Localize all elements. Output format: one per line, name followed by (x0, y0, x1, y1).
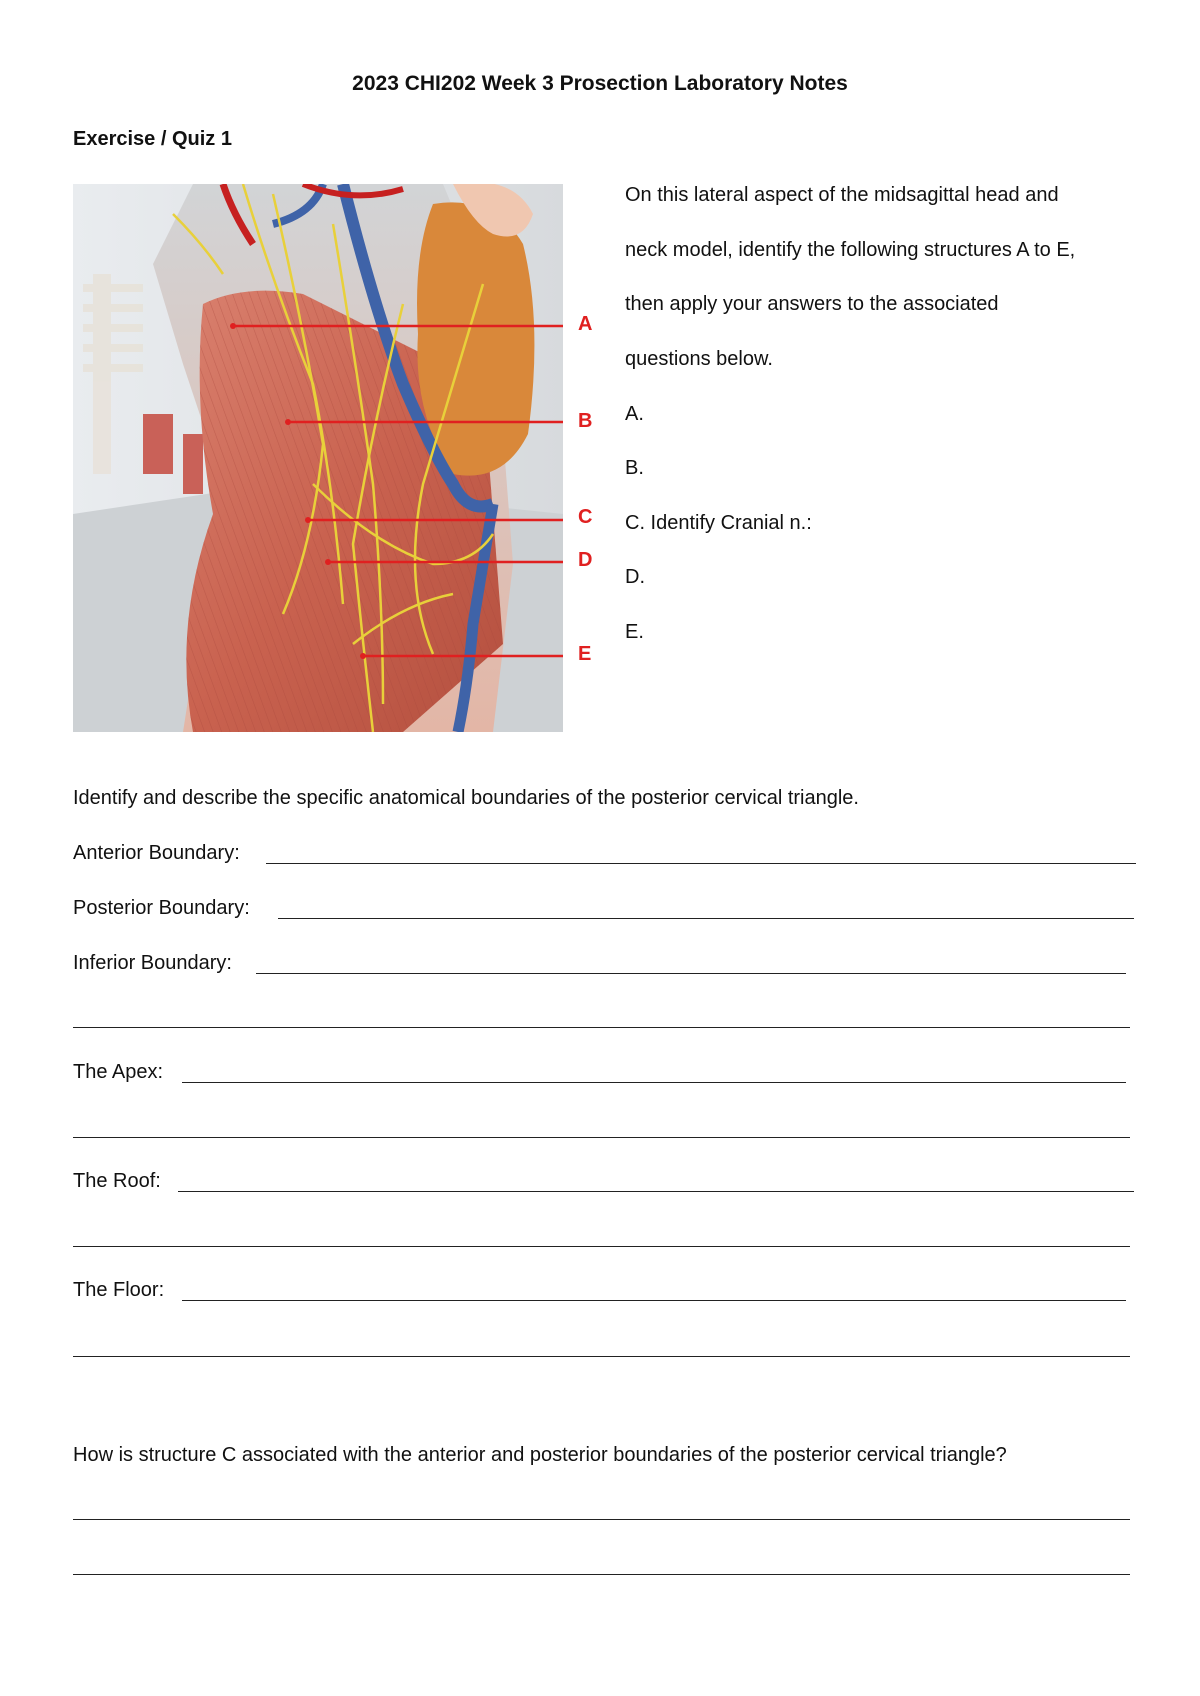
floor-label: The Floor: (73, 1279, 165, 1301)
anterior-boundary-label: Anterior Boundary: (73, 842, 240, 864)
floor-line-2[interactable] (73, 1356, 1130, 1357)
figure-label-c: C (578, 506, 593, 528)
anatomy-figure (73, 184, 563, 732)
answer-b: B. (625, 457, 644, 479)
figure-label-e: E (578, 643, 592, 665)
inferior-boundary-line[interactable] (256, 973, 1126, 974)
figure-label-d: D (578, 549, 593, 571)
anterior-boundary-line[interactable] (266, 863, 1136, 864)
figure-label-a: A (578, 313, 593, 335)
structure-c-answer-line-1[interactable] (73, 1519, 1130, 1520)
roof-line[interactable] (178, 1191, 1134, 1192)
parotid-gland (417, 202, 534, 475)
apex-line[interactable] (182, 1082, 1126, 1083)
floor-line[interactable] (182, 1300, 1126, 1301)
apex-line-2[interactable] (73, 1137, 1130, 1138)
roof-line-2[interactable] (73, 1246, 1130, 1247)
posterior-boundary-label: Posterior Boundary: (73, 897, 250, 919)
neck-model-illustration (73, 184, 563, 732)
intro-line-4: questions below. (625, 348, 773, 370)
figure-label-b: B (578, 410, 593, 432)
question-structure-c: How is structure C associated with the anterior and posterior boundaries of the posterior cervical triangle? (73, 1444, 1007, 1466)
posterior-boundary-line[interactable] (278, 918, 1134, 919)
page-title: 2023 CHI202 Week 3 Prosection Laboratory Notes (352, 72, 848, 95)
intro-line-1: On this lateral aspect of the midsagittal head and (625, 184, 1059, 206)
answer-d: D. (625, 566, 645, 588)
answer-e: E. (625, 621, 644, 643)
intro-line-2: neck model, identify the following structures A to E, (625, 239, 1076, 261)
apex-label: The Apex: (73, 1061, 164, 1083)
answer-c: C. Identify Cranial n.: (625, 512, 812, 534)
answer-a: A. (625, 403, 644, 425)
exercise-heading: Exercise / Quiz 1 (73, 128, 232, 150)
inferior-boundary-label: Inferior Boundary: (73, 952, 232, 974)
question-boundaries: Identify and describe the specific anatomical boundaries of the posterior cervical triangle. (73, 787, 859, 809)
inferior-boundary-line-2[interactable] (73, 1027, 1130, 1028)
roof-label: The Roof: (73, 1170, 161, 1192)
structure-c-answer-line-2[interactable] (73, 1574, 1130, 1575)
intro-line-3: then apply your answers to the associated (625, 293, 999, 315)
